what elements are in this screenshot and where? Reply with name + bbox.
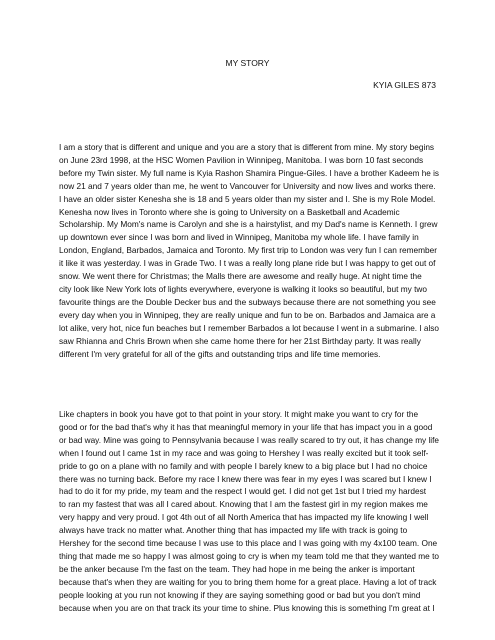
text-line: favourite things are the Double Decker bus and the subways because there are not something you see [59,296,436,307]
text-line: when I found out I came 1st in my race and was going to Hershey I was really excited but it took self- [59,447,429,458]
text-line: pride to go on a plane with no family and with people I barely knew to a big place but I had no choice [59,460,428,471]
text-line: I am a story that is different and unique and you are a story that is different from mine. My story begins [59,142,435,152]
text-line: different I'm very grateful for all of the gifts and outstanding trips and life time memories. [59,348,381,359]
text-line: or bad way. Mine was going to Pennsylvania because I was really scared to try out, it has change my life [59,434,439,445]
text-line: thing that made me so happy I was almost going to cry is when my team told me that they wanted me to [59,550,439,561]
text-line: now 21 and 7 years older than me, he went to Vancouver for University and now lives and works there. [59,180,436,191]
text-line: city look like New York lots of lights everywhere, everyone is walking it looks so beautiful, but my two [59,283,427,294]
text-line: because when you are on that track its your time to shine. Plus knowing this is something I'm great at I [59,602,435,613]
text-line: lot alike, very hot, nice fun beaches but I remember Barbados a lot because I went in a submarine. I also [59,322,439,333]
text-line: there was no turning back. Before my race I knew there was fear in my eyes I was scared but I knew I [59,473,432,484]
text-line: snow. We went there for Christmas; the Malls there are awesome and really huge. At night time the [59,271,422,282]
text-line: on June 23rd 1998, at the HSC Women Pavilion in Winnipeg, Manitoba. I was born 10 fast seconds [59,154,424,165]
text-line: Kenesha now lives in Toronto where she is going to University on a Basketball and Academic [59,206,400,217]
text-line: saw Rhianna and Chris Brown when she came home there for her 21st Birthday party. It was really [59,335,421,346]
paragraph-2 [59,408,439,615]
text-line: Hershey for the second time because I was use to this place and I was going with my 4x100 team. One [59,538,438,549]
text-line: because that's when they are waiting for you to bring them home for a great place. Having a lot of track [59,576,437,587]
author-line: KYIA GILES 873 [373,80,436,90]
text-line: up downtown ever since I was born and lived in Winnipeg, Manitoba my whole life. I have family in [59,232,419,243]
text-line: people looking at you run not knowing if they are saying something good or bad but you don't mind [59,589,421,600]
text-line: it like it was yesterday. I was in Grade Two. I t was a really long plane ride but I was happy to get out of [59,258,436,269]
text-line: always have track no matter what. Another thing that has impacted my life with track is going to [59,525,408,536]
text-line: very happy and very proud. I got 4th out of all North America that has impacted my life knowing I well [59,512,429,523]
text-line: be the anker because I'm the fast on the team. They had hope in me being the anker is important [59,563,415,574]
text-line: had to do it for my pride, my team and the respect I would get. I did not get 1st but I tried my hardest [59,486,427,497]
text-line: good or for the bad that's why it has that meaningful memory in your life that has impact you in a good [59,421,433,432]
text-line: to ran my fastest that was all I cared about. Knowing that I am the fastest girl in my region makes me [59,499,428,510]
text-line: London, England, Barbados, Jamaica and Toronto. My first trip to London was very fun I can remember [59,245,438,256]
document-title: MY STORY [225,58,270,68]
paragraph-1 [59,141,439,360]
text-line: Scholarship. My Mom's name is Carolyn and she is a hairstylist, and my Dad's name is Kenneth. I grew [59,219,438,230]
text-line: before my Twin sister. My full name is Kyia Rashon Shamira Pingue-Giles. I have a brother Kadeem he is [59,167,439,178]
text-line: I have an older sister Kenesha she is 18 and 5 years older than my sister and I. She is my Role Model. [59,193,436,204]
text-line: every day when you in Winnipeg, they are really unique and fun to be on. Barbados and Jamaica are a [59,309,436,320]
text-line: Like chapters in book you have got to that point in your story. It might make you want to cry for the [59,409,419,419]
